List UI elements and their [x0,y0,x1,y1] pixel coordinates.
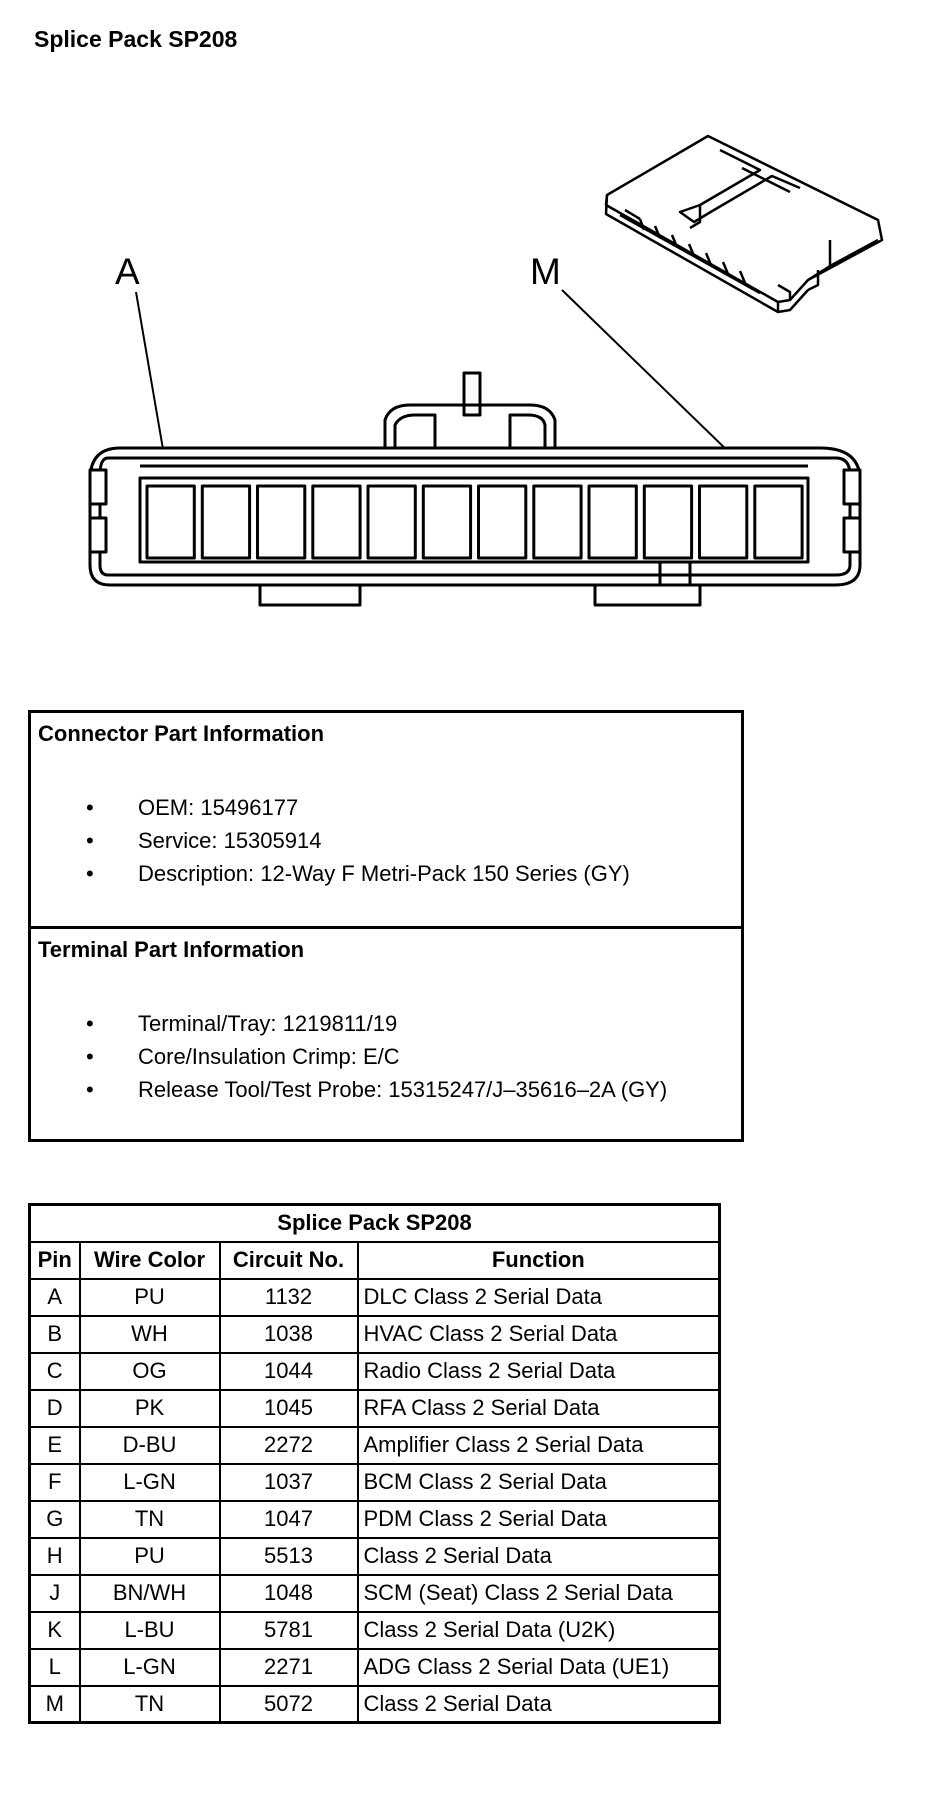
wire-color-cell: PK [80,1390,220,1427]
connector-info-heading: Connector Part Information [38,721,325,746]
pin-cell: J [30,1575,80,1612]
table-row [30,1649,720,1686]
circuit-number-cell: 1045 [220,1390,358,1427]
table-row [30,1316,720,1353]
circuit-number-cell: 5072 [220,1686,358,1723]
wire-color-cell: PU [80,1279,220,1316]
function-cell: RFA Class 2 Serial Data [358,1390,720,1427]
function-cell: Class 2 Serial Data [358,1686,720,1723]
function-cell: HVAC Class 2 Serial Data [358,1316,720,1353]
wire-color-cell: OG [80,1353,220,1390]
pin-table-header: Wire Color [80,1242,220,1279]
table-row [30,1390,720,1427]
circuit-number-cell: 2271 [220,1649,358,1686]
table-row [30,1501,720,1538]
function-cell: PDM Class 2 Serial Data [358,1501,720,1538]
function-cell: Radio Class 2 Serial Data [358,1353,720,1390]
terminal-info-item: • Core/Insulation Crimp: E/C [31,1040,667,1073]
terminal-info-list [31,1007,667,1106]
pin-table-header: Function [358,1242,720,1279]
circuit-number-cell: 1044 [220,1353,358,1390]
table-row [30,1686,720,1723]
pin-table-caption: Splice Pack SP208 [30,1205,720,1242]
pin-cell: E [30,1427,80,1464]
terminal-info-item: • Release Tool/Test Probe: 15315247/J–35616–2A (GY) [31,1073,667,1106]
function-cell: Amplifier Class 2 Serial Data [358,1427,720,1464]
function-cell: DLC Class 2 Serial Data [358,1279,720,1316]
pin-cell: G [30,1501,80,1538]
pin-cell: C [30,1353,80,1390]
circuit-number-cell: 1048 [220,1575,358,1612]
circuit-number-cell: 5513 [220,1538,358,1575]
wire-color-cell: BN/WH [80,1575,220,1612]
wire-color-cell: WH [80,1316,220,1353]
part-info-box [28,710,744,1142]
page-title: Splice Pack SP208 [34,26,238,52]
table-row [30,1464,720,1501]
circuit-number-cell: 2272 [220,1427,358,1464]
pin-table [28,1203,721,1724]
pin-cell: D [30,1390,80,1427]
table-row [30,1612,720,1649]
pin-cell: L [30,1649,80,1686]
pin-cell: M [30,1686,80,1723]
pin-table-header: Circuit No. [220,1242,358,1279]
terminal-info-heading: Terminal Part Information [38,937,305,962]
pin-a-label: A [115,251,140,292]
wire-color-cell: L-BU [80,1612,220,1649]
pin-cell: A [30,1279,80,1316]
pin-cell: H [30,1538,80,1575]
circuit-number-cell: 5781 [220,1612,358,1649]
table-row [30,1279,720,1316]
pin-cell: B [30,1316,80,1353]
pin-table-header: Pin [30,1242,80,1279]
wire-color-cell: L-GN [80,1464,220,1501]
table-row [30,1575,720,1612]
wire-color-cell: TN [80,1686,220,1723]
function-cell: ADG Class 2 Serial Data (UE1) [358,1649,720,1686]
connector-info-item: • OEM: 15496177 [31,791,630,824]
function-cell: BCM Class 2 Serial Data [358,1464,720,1501]
terminal-info-section [31,929,741,1142]
circuit-number-cell: 1038 [220,1316,358,1353]
terminal-info-item: • Terminal/Tray: 1219811/19 [31,1007,667,1040]
connector-info-item: • Description: 12-Way F Metri-Pack 150 Series (GY) [31,857,630,890]
pin-m-label: M [530,251,561,292]
circuit-number-cell: 1132 [220,1279,358,1316]
pin-cell: K [30,1612,80,1649]
connector-diagram [0,0,944,640]
circuit-number-cell: 1037 [220,1464,358,1501]
function-cell: Class 2 Serial Data (U2K) [358,1612,720,1649]
connector-3d-view [606,136,882,312]
pin-cell: F [30,1464,80,1501]
connector-info-list [31,791,630,890]
connector-info-section [31,713,741,929]
wire-color-cell: PU [80,1538,220,1575]
table-row [30,1538,720,1575]
function-cell: Class 2 Serial Data [358,1538,720,1575]
table-row [30,1427,720,1464]
function-cell: SCM (Seat) Class 2 Serial Data [358,1575,720,1612]
pin-table-body [30,1279,720,1723]
circuit-number-cell: 1047 [220,1501,358,1538]
connector-face-view [90,373,860,605]
connector-info-item: • Service: 15305914 [31,824,630,857]
wire-color-cell: L-GN [80,1649,220,1686]
wire-color-cell: TN [80,1501,220,1538]
table-row [30,1353,720,1390]
wire-color-cell: D-BU [80,1427,220,1464]
